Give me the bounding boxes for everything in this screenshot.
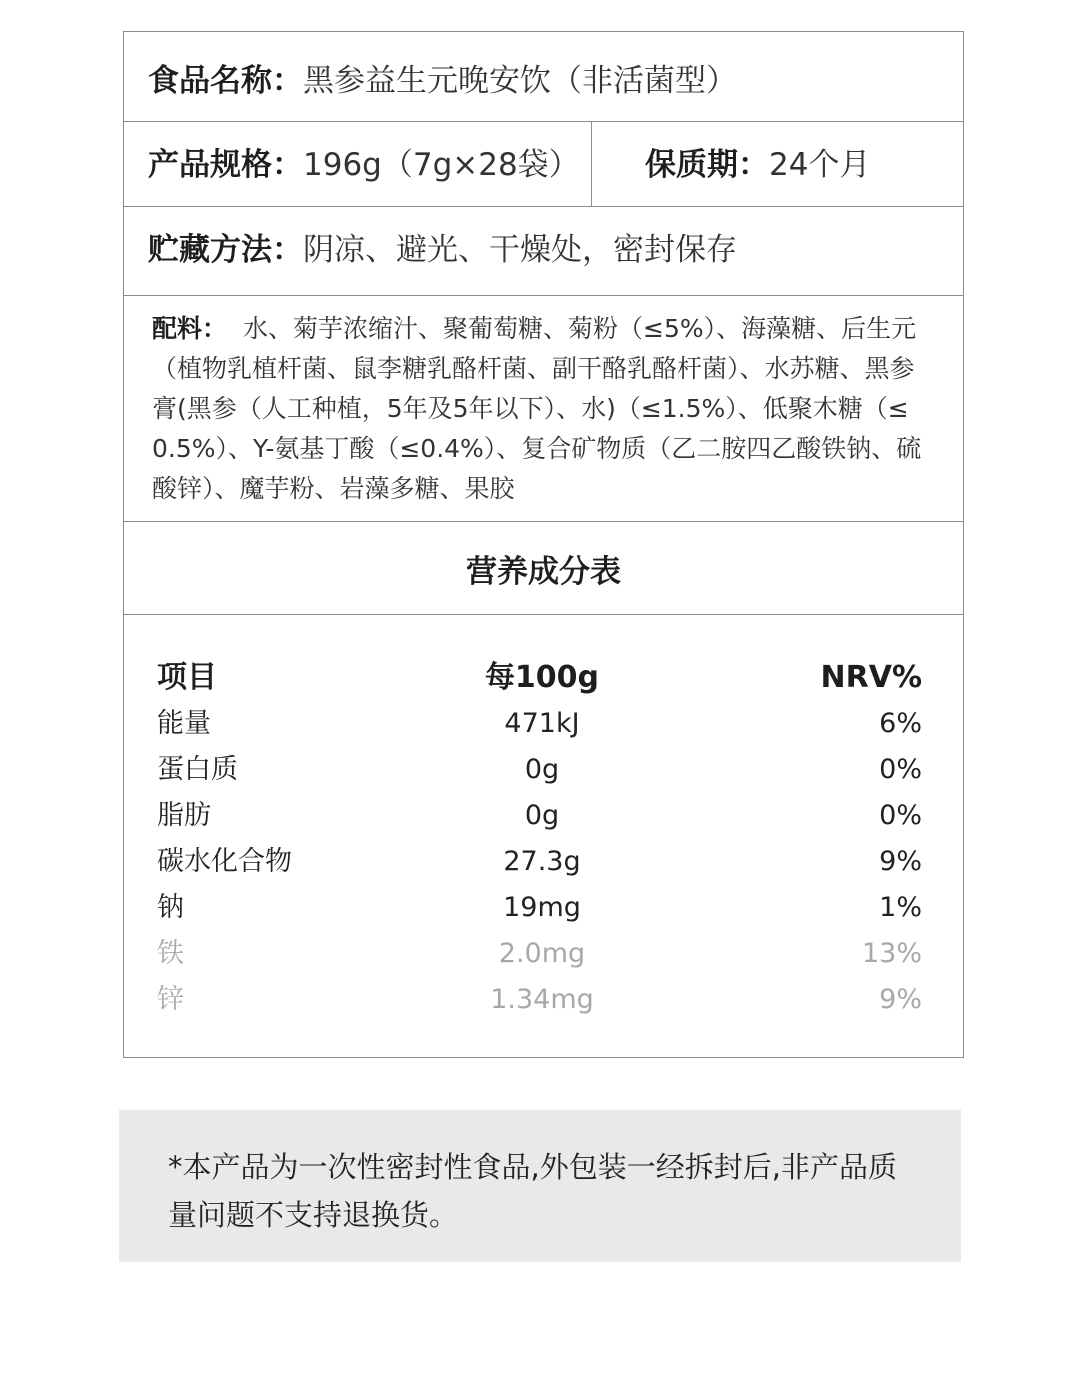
nutrient-amount: 0g xyxy=(524,754,560,785)
nutrient-amount: 27.3g xyxy=(503,846,581,877)
nutrient-nrv: 0% xyxy=(879,800,922,831)
nutrient-name: 蛋白质 xyxy=(157,754,238,785)
nutrient-amount: 0g xyxy=(524,800,560,831)
nutrient-nrv: 9% xyxy=(879,846,922,877)
divider xyxy=(124,614,963,615)
header-item: 项目 xyxy=(157,660,217,695)
column-divider xyxy=(591,121,592,206)
nutrition-header-row xyxy=(157,655,922,701)
nutrition-row xyxy=(157,977,922,1023)
shelf-life-label: 保质期： xyxy=(645,147,769,183)
nutrition-table xyxy=(157,655,922,1023)
storage-value: 阴凉、避光、干燥处，密封保存 xyxy=(303,232,737,268)
storage-field xyxy=(148,230,737,270)
ingredients-label: 配料： xyxy=(152,314,228,343)
header-nrv: NRV% xyxy=(820,660,922,695)
food-name-value: 黑参益生元晚安饮（非活菌型） xyxy=(303,63,737,99)
nutrition-row xyxy=(157,793,922,839)
spec-value: 196g（7g×28袋） xyxy=(303,147,580,183)
divider xyxy=(124,121,963,122)
nutrient-name: 锌 xyxy=(157,984,184,1015)
nutrient-amount: 1.34mg xyxy=(490,984,594,1015)
ingredients-value: 水、菊芋浓缩汁、聚葡萄糖、菊粉（≤5%）、海藻糖、后生元（植物乳植杆菌、鼠李糖乳酪杆菌、副干酪乳酪杆菌）、水苏糖、黑参膏(黑参（人工种植，5年及5年以下）、水)（≤1.5%）、低聚木糖（≤0.5%）、Y-氨基丁酸（≤0.4%）、复合矿物质（乙二胺四乙酸铁钠、硫酸锌）、魔芋粉、岩藻多糖、果胶 xyxy=(152,314,922,503)
divider xyxy=(124,521,963,522)
nutrition-row xyxy=(157,747,922,793)
nutrition-row xyxy=(157,931,922,977)
nutrient-name: 铁 xyxy=(157,938,184,969)
divider xyxy=(124,295,963,296)
nutrient-nrv: 0% xyxy=(879,754,922,785)
nutrient-nrv: 1% xyxy=(879,892,922,923)
food-name-field xyxy=(148,61,737,101)
header-per-100g: 每100g xyxy=(484,660,600,695)
product-info-card xyxy=(123,31,964,1058)
nutrition-row xyxy=(157,885,922,931)
nutrition-row xyxy=(157,701,922,747)
ingredients-field xyxy=(152,309,923,509)
nutrition-row xyxy=(157,839,922,885)
nutrient-nrv: 13% xyxy=(861,938,922,969)
shelf-life-value: 24个月 xyxy=(769,147,871,183)
nutrient-amount: 2.0mg xyxy=(498,938,586,969)
return-policy-notice xyxy=(119,1110,961,1262)
spec-field xyxy=(148,145,580,185)
nutrient-nrv: 9% xyxy=(879,984,922,1015)
nutrient-name: 脂肪 xyxy=(157,800,211,831)
shelf-life-field xyxy=(645,145,870,185)
divider xyxy=(124,206,963,207)
food-name-label: 食品名称： xyxy=(148,63,303,99)
spec-label: 产品规格： xyxy=(148,147,303,183)
nutrition-title: 营养成分表 xyxy=(466,554,621,590)
nutrient-name: 钠 xyxy=(157,892,184,923)
nutrient-amount: 471kJ xyxy=(504,708,580,739)
nutrient-name: 碳水化合物 xyxy=(157,846,292,877)
nutrient-amount: 19mg xyxy=(503,892,581,923)
nutrient-name: 能量 xyxy=(157,708,211,739)
nutrient-nrv: 6% xyxy=(879,708,922,739)
notice-text: *本产品为一次性密封性食品,外包装一经拆封后,非产品质量问题不支持退换货。 xyxy=(168,1150,897,1232)
storage-label: 贮藏方法： xyxy=(148,232,303,268)
